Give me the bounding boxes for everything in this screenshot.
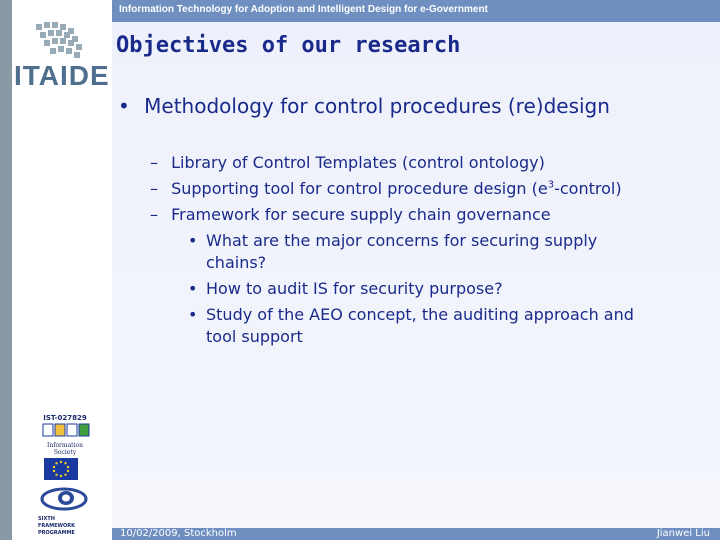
- ist-badge: [35, 414, 95, 456]
- subsubitem-1-line-1: What are the major concerns for securing supply: [206, 231, 598, 250]
- subitem-2-text-pre: Supporting tool for control procedure design (e: [171, 179, 548, 198]
- subsubitem-2-line-1: How to audit IS for security purpose?: [206, 279, 503, 298]
- subsubitem-2: [188, 279, 503, 298]
- subsubitem-3-line-1: Study of the AEO concept, the auditing approach and: [206, 305, 634, 324]
- subitem-1-text: Library of Control Templates (control ontology): [171, 153, 545, 172]
- subitem-3-text: Framework for secure supply chain governance: [171, 205, 551, 224]
- slide-title: Objectives of our research: [116, 33, 461, 58]
- bullet-dot-icon: •: [188, 305, 198, 324]
- subsubitem-3-line-2: tool support: [206, 327, 303, 346]
- fp6-line-1: SIXTH FRAMEWORK: [38, 516, 76, 529]
- ist-caption: Information Society: [46, 442, 83, 456]
- subsubitem-1: [188, 231, 598, 272]
- subitem-1: [150, 153, 545, 172]
- left-strip: [0, 0, 12, 540]
- subsubitem-1-line-2: chains?: [206, 253, 267, 272]
- subitem-2-text: [171, 179, 621, 198]
- main-bullet-text: Methodology for control procedures (re)design: [144, 94, 610, 118]
- ist-code: IST-027829: [43, 414, 87, 422]
- ist-symbols-icon: [35, 422, 95, 438]
- bullet-dot-icon: •: [118, 94, 130, 118]
- subsubitem-3: [188, 305, 634, 346]
- footer-date-location: 10/02/2009, Stockholm: [120, 528, 237, 539]
- fp6-logo: [38, 486, 90, 536]
- bullet-dot-icon: •: [188, 279, 198, 298]
- header-banner-text: Information Technology for Adoption and Intelligent Design for e-Government: [119, 4, 488, 15]
- itaide-logo-text: ITAIDE: [14, 60, 110, 91]
- footer-author: Jianwei Liu: [656, 528, 710, 539]
- main-bullet: [118, 94, 610, 118]
- subitem-2-superscript: 3: [547, 179, 555, 191]
- dash-icon: –: [150, 205, 158, 224]
- fp6-swirl-icon: [38, 486, 90, 512]
- subitem-2: [150, 179, 622, 198]
- fp6-line-2: PROGRAMME: [38, 530, 75, 536]
- footer-bar: [112, 528, 720, 540]
- subitem-3: [150, 205, 551, 224]
- eu-flag-icon: [44, 458, 78, 480]
- dash-icon: –: [150, 179, 158, 198]
- bullet-dot-icon: •: [188, 231, 198, 250]
- subitem-2-text-post: -control): [554, 179, 622, 198]
- dash-icon: –: [150, 153, 158, 172]
- header-banner: [112, 0, 720, 22]
